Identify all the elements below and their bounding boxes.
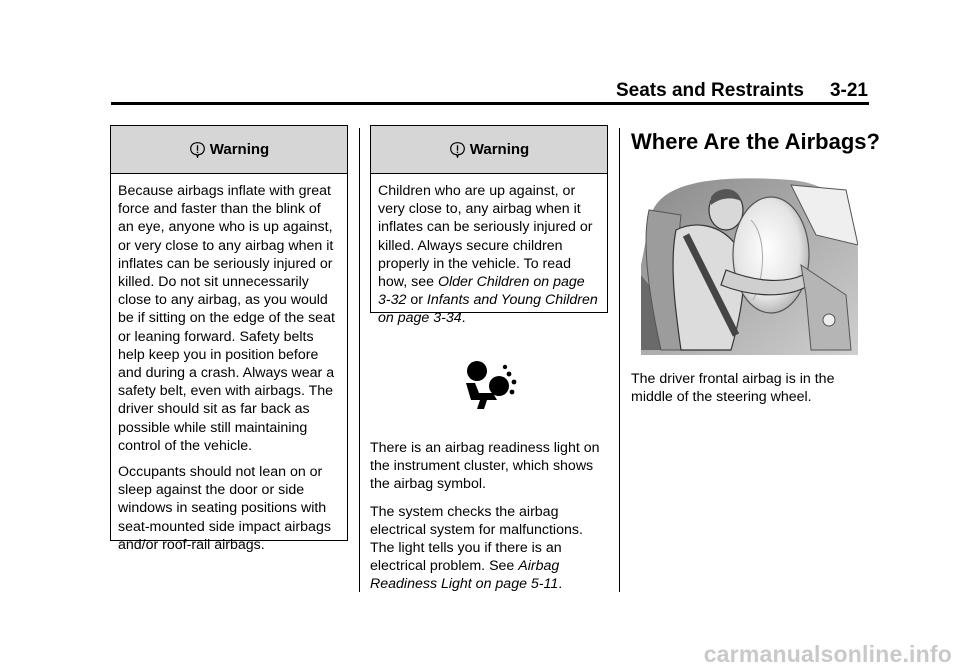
page-number: 3-21 bbox=[829, 80, 868, 101]
warning-paragraph: Because airbags inflate with great force and faster than the blink of an eye, anyone who is up against, or very close to any airbag when it inflates can be seriously injured or killed. Do not sit unnecessarily close to any airbag, as you would be if sitting on the edge of the seat or leaning forward. Safety belts help keep you in position before and during a crash. Always wear a safety belt, even with airbags. The driver should sit as far back as possible while still maintaining control of the vehicle. bbox=[118, 183, 335, 454]
warning-body bbox=[111, 174, 347, 562]
warning-text: Children who are up against, or very close to, any airbag when it inflates can be seriously injured or killed. Always secure children properly in the vehicle. To read how, see bbox=[378, 183, 593, 291]
airbag-illustration bbox=[641, 175, 858, 355]
header-text bbox=[616, 80, 868, 102]
cross-reference-link[interactable]: Older Children on page 3-32 bbox=[378, 274, 585, 309]
body-paragraph bbox=[370, 503, 606, 594]
column-divider-1 bbox=[359, 128, 360, 592]
body-text: The system checks the airbag electrical system for malfunctions. The light tells you if there is an electrical problem. See bbox=[370, 503, 583, 575]
middle-body-text bbox=[370, 439, 606, 603]
section-title: Where Are the Airbags? bbox=[631, 129, 880, 154]
cross-reference-link[interactable]: Airbag Readiness Light on page 5-11 bbox=[370, 558, 560, 593]
warning-title: Warning bbox=[469, 141, 530, 158]
warning-box-middle bbox=[370, 125, 608, 327]
warning-header bbox=[111, 126, 347, 174]
page-header bbox=[0, 0, 960, 110]
warning-box-left bbox=[110, 125, 348, 553]
warning-title: Warning bbox=[209, 141, 270, 158]
section-name: Seats and Restraints bbox=[616, 80, 804, 101]
body-paragraph: There is an airbag readiness light on the instrument cluster, which shows the airbag symbol. bbox=[370, 440, 600, 493]
warning-paragraph: Occupants should not lean on or sleep against the door or side windows in seating positions with seat-mounted side impact airbags and/or roof-rail airbags. bbox=[118, 464, 331, 553]
warning-icon bbox=[189, 141, 206, 158]
header-rule bbox=[111, 102, 869, 105]
warning-text: or bbox=[406, 292, 427, 309]
warning-body bbox=[371, 174, 607, 336]
warning-paragraph bbox=[378, 182, 599, 328]
caption: The driver frontal airbag is in the middle of the steering wheel. bbox=[631, 371, 835, 406]
watermark: carmanualsonline.info bbox=[703, 641, 952, 667]
body-text: . bbox=[558, 576, 563, 593]
column-divider-2 bbox=[619, 128, 620, 592]
warning-text: . bbox=[461, 310, 466, 327]
cross-reference-link[interactable]: Infants and Young Children on page 3-34 bbox=[378, 292, 598, 327]
right-body-text bbox=[631, 370, 859, 415]
airbag-readiness-icon bbox=[459, 359, 519, 414]
warning-header bbox=[371, 126, 607, 174]
warning-icon bbox=[449, 141, 466, 158]
